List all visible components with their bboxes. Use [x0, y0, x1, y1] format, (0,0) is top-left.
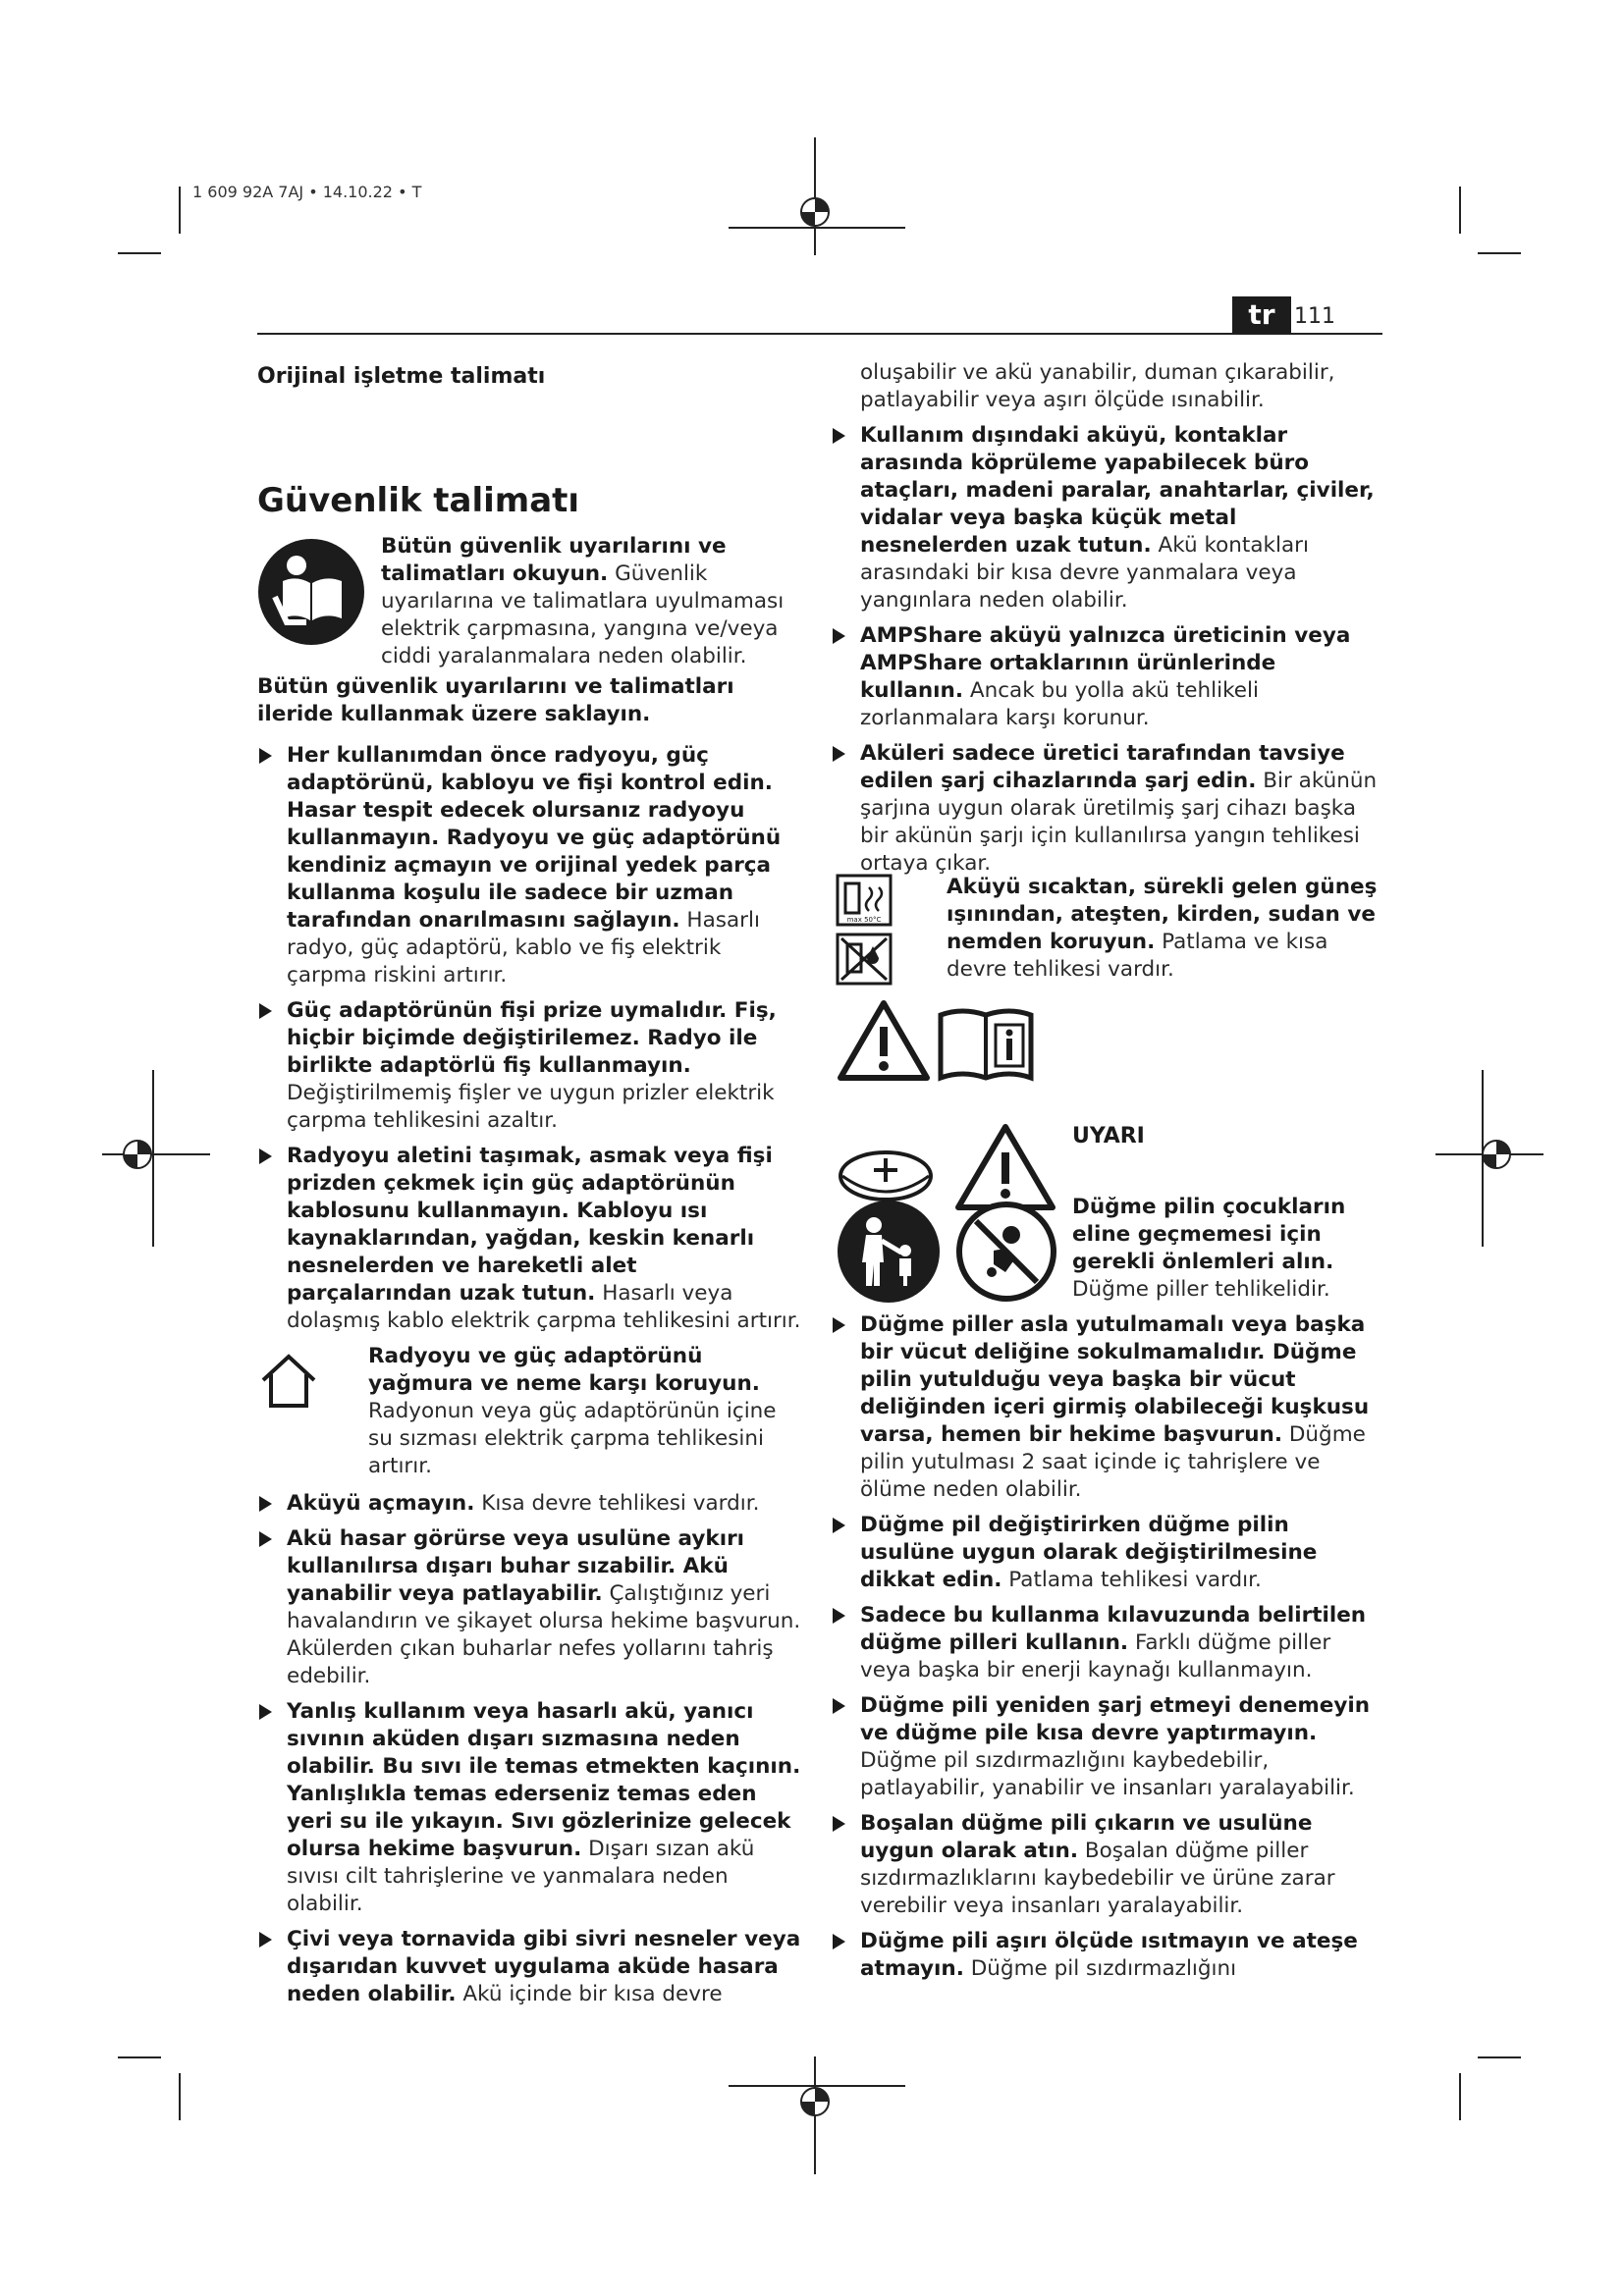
- safety-item: Aküleri sadece üretici tarafından tavsiye edilen şarj cihazlarında şarj edin. Bir akünün şarjına uygun olarak üretilmiş şarj cihazı başka bir akünün şarjı için kullanılırsa yangın tehlikesi ortaya çıkar.: [831, 740, 1384, 878]
- page-number: 111: [1294, 304, 1335, 329]
- bullet-icon: [833, 746, 845, 762]
- bullet-icon: [833, 428, 845, 444]
- right-column-top: [860, 359, 1384, 885]
- safety-item: Aküyü açmayın. Kısa devre tehlikesi vardır.: [257, 1490, 803, 1518]
- crop-mark: [179, 187, 181, 234]
- bullet-icon: [259, 1932, 272, 1948]
- safety-item: Çivi veya tornavida gibi sivri nesneler veya dışarıdan kuvvet uygulama aküde hasara neden olabilir. Akü içinde bir kısa devre: [257, 1926, 803, 2008]
- document-subtitle: Orijinal işletme talimatı: [257, 364, 546, 389]
- bullet-icon: [259, 1531, 272, 1547]
- bullet-icon: [259, 1704, 272, 1720]
- bullet-icon: [259, 748, 272, 764]
- safety-item: Boşalan düğme pili çıkarın ve usulüne uygun olarak atın. Boşalan düğme piller sızdırmazlıklarını kaybedebilir ve ürüne zarar verebilir veya insanları yaralayabilir.: [831, 1810, 1384, 1920]
- continued-text: oluşabilir ve akü yanabilir, duman çıkarabilir, patlayabilir veya aşırı ölçüde ısınabilir.: [860, 360, 1335, 412]
- safety-item: Güç adaptörünün fişi prize uymalıdır. Fiş, hiçbir biçimde değiştirilemez. Radyo ile birlikte adaptörlü fiş kullanmayın. Değiştirilmemiş fişler ve uygun prizler elektrik çarpma tehlikesini azaltır.: [257, 997, 803, 1135]
- safety-item: Her kullanımdan önce radyoyu, güç adaptörünü, kabloyu ve fişi kontrol edin. Hasar tespit edecek olursanız radyoyu kullanmayın. Radyoyu ve güç adaptörünü kendiniz açmayın ve orijinal yedek parça kullanma koşulu ile sadece bir uzman tarafından onarılmasını sağlayın. Hasarlı radyo, güç adaptörü, kablo ve fiş elektrik çarpma riskini artırır.: [257, 742, 803, 989]
- bullet-icon: [259, 1148, 272, 1164]
- safety-item: Kullanım dışındaki aküyü, kontaklar arasında köprüleme yapabilecek büro ataçları, madeni paralar, anahtarlar, çiviler, vidalar veya başka küçük metal nesnelerden uzak tutun. Akü kontakları arasındaki bir kısa devre yanmalara veya yangınlara neden olabilir.: [831, 422, 1384, 614]
- heat-warning: Aküyü sıcaktan, sürekli gelen güneş ışınından, ateşten, kirden, sudan ve nemden koruyun. Patlama ve kısa devre tehlikesi vardır.: [947, 875, 1378, 982]
- heat-icon-label: max 50°C: [846, 916, 882, 924]
- crop-mark: [1478, 252, 1521, 254]
- no-water-icon: [836, 933, 893, 986]
- safety-item: AMPShare aküyü yalnızca üreticinin veya AMPShare ortaklarının ürünlerinde kullanın. Ancak bu yolla akü tehlikeli zorlanmalara karşı korunur.: [831, 622, 1384, 732]
- manual-info-icon: [937, 1005, 1035, 1082]
- battery-heat-icon: [836, 874, 893, 927]
- crop-mark: [1459, 2073, 1461, 2120]
- header-rule: [257, 333, 1382, 335]
- intro-block: [381, 533, 793, 670]
- bullet-icon: [833, 1608, 845, 1624]
- rain-warning: Radyoyu ve güç adaptörünü yağmura ve neme karşı koruyun. Radyonun veya güç adaptörünün içine su sızması elektrik çarpma tehlikesini artırır.: [257, 1343, 803, 1480]
- safety-item: Yanlış kullanım veya hasarlı akü, yanıcı sıvının aküden dışarı sızmasına neden olabilir. Bu sıvı ile temas etmekten kaçının. Yanlışlıkla temas ederseniz temas eden yeri su ile yıkayın. Sıvı gözlerinize gelecek olursa hekime başvurun. Dışarı sızan akü sıvısı cilt tahrişlerine ve yanmalara neden olabilir.: [257, 1698, 803, 1918]
- safety-item: Sadece bu kullanma kılavuzunda belirtilen düğme pilleri kullanın. Farklı düğme piller veya başka bir enerji kaynağı kullanmayın.: [831, 1602, 1384, 1684]
- button-cell-icon: [837, 1147, 935, 1205]
- warning-label: UYARI: [1072, 1124, 1145, 1148]
- left-column: [257, 673, 803, 2016]
- print-reference: 1 609 92A 7AJ • 14.10.22 • T: [192, 183, 422, 201]
- crop-mark: [179, 2073, 181, 2120]
- bullet-icon: [259, 1003, 272, 1019]
- read-manual-icon: [257, 538, 365, 646]
- no-swallow-icon: [954, 1200, 1058, 1304]
- bullet-icon: [833, 1518, 845, 1533]
- bullet-icon: [259, 1496, 272, 1512]
- safety-item: Radyoyu aletini taşımak, asmak veya fişi prizden çekmek için güç adaptörünün kablosunu kullanmayın. Kabloyu ısı kaynaklarından, yağdan, keskin kenarlı nesnelerden ve hareketli alet parçalarından uzak tutun. Hasarlı veya dolaşmış kablo elektrik çarpma tehlikesini artırır.: [257, 1143, 803, 1335]
- registration-mark-icon: [1435, 1070, 1543, 1247]
- bullet-icon: [833, 1934, 845, 1949]
- keep-away-children-icon: [837, 1200, 941, 1304]
- safety-item: Akü hasar görürse veya usulüne aykırı kullanılırsa dışarı buhar sızabilir. Akü yanabilir veya patlayabilir. Çalıştığınız yeri havalandırın ve şikayet olursa hekime başvurun. Akülerden çıkan buharlar nefes yollarını tahriş edebilir.: [257, 1525, 803, 1690]
- child-warning: Düğme pilin çocukların eline geçmemesi için gerekli önlemleri alın. Düğme piller tehlikelidir.: [1072, 1195, 1346, 1302]
- house-rain-icon: [257, 1353, 320, 1410]
- keep-instructions: Bütün güvenlik uyarılarını ve talimatları ileride kullanmak üzere saklayın.: [257, 674, 734, 726]
- crop-mark: [118, 2056, 161, 2058]
- safety-item: Düğme pili aşırı ölçüde ısıtmayın ve ateşe atmayın. Düğme pil sızdırmazlığını: [831, 1928, 1384, 1983]
- bullet-icon: [833, 1698, 845, 1714]
- crop-mark: [1478, 2056, 1521, 2058]
- safety-item: Düğme pili yeniden şarj etmeyi denemeyin ve düğme pile kısa devre yaptırmayın. Düğme pil sızdırmazlığını kaybedebilir, patlayabilir, yanabilir ve insanları yaralayabilir.: [831, 1692, 1384, 1802]
- intro-bold: Bütün güvenlik uyarılarını ve talimatları okuyun.: [381, 534, 727, 586]
- intro-text: Güvenlik uyarılarına ve talimatlara uyulmaması elektrik çarpmasına, yangına ve/veya ciddi yaralanmalara neden olabilir.: [381, 561, 785, 668]
- safety-item: Düğme piller asla yutulmamalı veya başka bir vücut deliğine sokulmamalıdır. Düğme pilin yutulduğu veya başka bir vücut deliğinden içeri girmiş olabileceği kuşkusu varsa, hemen bir hekime başvurun. Düğme pilin yutulması 2 saat içinde iç tahrişlere ve ölüme neden olabilir.: [831, 1311, 1384, 1504]
- bullet-icon: [833, 628, 845, 644]
- crop-mark: [1459, 187, 1461, 234]
- section-title: Güvenlik talimatı: [257, 481, 580, 520]
- bullet-icon: [833, 1317, 845, 1333]
- right-column-bottom: [831, 1311, 1384, 1991]
- crop-mark: [118, 252, 161, 254]
- registration-mark-icon: [729, 2056, 905, 2174]
- warning-triangle-icon: [954, 1123, 1056, 1211]
- registration-mark-icon: [729, 137, 905, 255]
- bullet-icon: [833, 1816, 845, 1832]
- language-badge: tr: [1232, 296, 1291, 334]
- safety-item: Düğme pil değiştirirken düğme pilin usulüne uygun olarak değiştirilmesine dikkat edin. Patlama tehlikesi vardır.: [831, 1512, 1384, 1594]
- warning-triangle-icon: [837, 999, 931, 1082]
- registration-mark-icon: [102, 1070, 210, 1247]
